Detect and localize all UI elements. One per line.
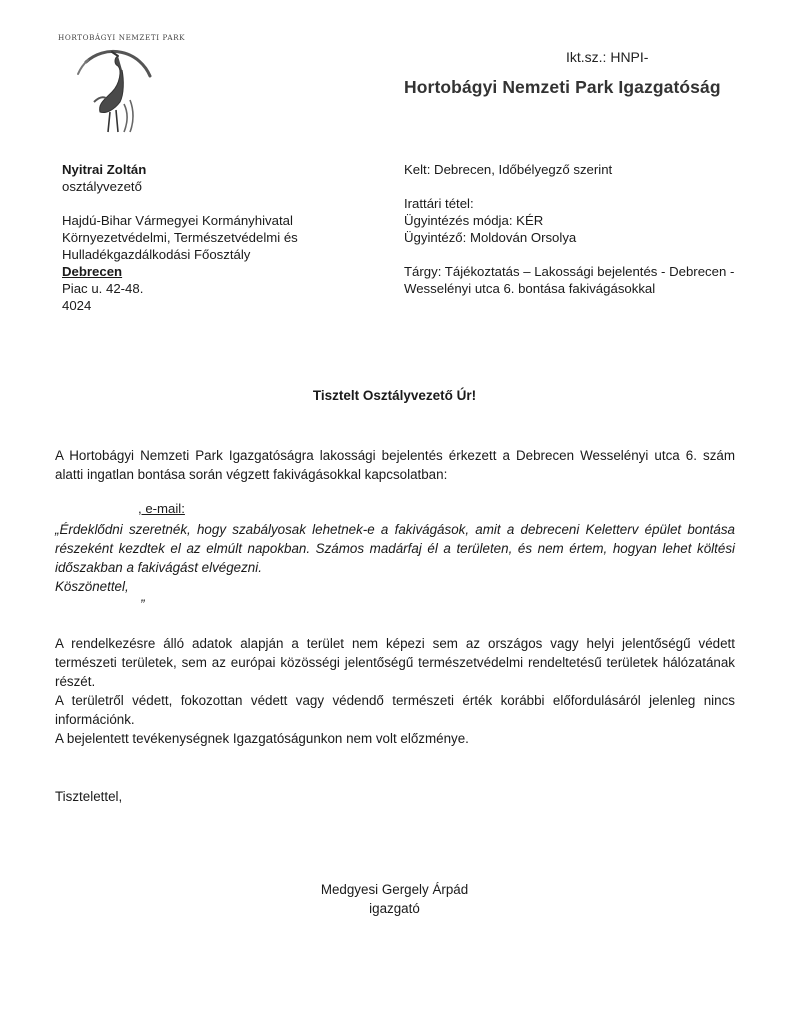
quote-text: „Érdeklődni szeretnék, hogy szabályosak lehetnek-e a fakivágások, amit a debreceni Keletterv épület bontása részeként kezdtek el az elmúlt napokban. Számos madárfaj él a területen, és nem értem, hogyan lehet költési időszakban a fakivágást elvégezni. xyxy=(55,522,735,575)
organization-logo xyxy=(58,33,186,152)
recipient-office-line: Hulladékgazdálkodási Főosztály xyxy=(62,247,251,262)
recipient-address xyxy=(62,161,298,314)
organization-name: Hortobágyi Nemzeti Park Igazgatóság xyxy=(404,77,721,97)
recipient-position: osztályvezető xyxy=(62,179,142,194)
quote-close-mark: ” xyxy=(140,597,145,612)
salutation: Tisztelt Osztályvezető Úr! xyxy=(312,388,477,403)
dated-line: Kelt: Debrecen, Időbélyegző szerint xyxy=(404,162,613,177)
recipient-office-line: Környezetvédelmi, Természetvédelmi és xyxy=(62,230,298,245)
letter-metadata xyxy=(404,161,734,297)
subject-line: Tárgy: Tájékoztatás – Lakossági bejelentés - Debrecen - xyxy=(404,264,735,279)
letter-body xyxy=(55,634,735,748)
body-paragraph: A rendelkezésre álló adatok alapján a terület nem képezi sem az országos vagy helyi jelentőségű védett természeti területek, sem az európai közösségi jelentőségű természetvédelmi rendeltetésű területek hálózatának részét. xyxy=(55,636,735,689)
quote-thanks: Köszönettel, xyxy=(55,579,129,594)
recipient-street: Piac u. 42-48. xyxy=(62,281,144,296)
signature-block xyxy=(0,880,789,918)
recipient-zip: 4024 xyxy=(62,298,92,313)
registration-number: Ikt.sz.: HNPI- xyxy=(566,49,649,65)
signatory-title: igazgató xyxy=(369,901,420,916)
logo-text: HORTOBÁGYI NEMZETI PARK xyxy=(58,33,186,42)
closing: Tisztelettel, xyxy=(55,789,123,804)
quoted-email xyxy=(55,520,735,596)
recipient-name: Nyitrai Zoltán xyxy=(62,162,147,177)
handler-line: Ügyintéző: Moldován Orsolya xyxy=(404,230,577,245)
email-label-text: , e-mail: xyxy=(138,501,185,516)
handling-method-line: Ügyintézés módja: KÉR xyxy=(404,213,544,228)
recipient-office-line: Hajdú-Bihar Vármegyei Kormányhivatal xyxy=(62,213,293,228)
email-label xyxy=(138,501,197,516)
intro-paragraph: A Hortobágyi Nemzeti Park Igazgatóságra lakossági bejelentés érkezett a Debrecen Wesselényi utca 6. szám alatti ingatlan bontása során végzett fakivágásokkal kapcsolatban: xyxy=(55,448,735,482)
subject-line: Wesselényi utca 6. bontása fakivágásokkal xyxy=(404,281,656,296)
body-paragraph: A bejelentett tevékenységnek Igazgatóságunkon nem volt előzménye. xyxy=(55,731,469,746)
signatory-name: Medgyesi Gergely Árpád xyxy=(320,882,469,897)
file-item-line: Irattári tétel: xyxy=(404,196,474,211)
body-paragraph: A területről védett, fokozottan védett vagy védendő természeti érték korábbi előfordulásáról jelenleg nincs információnk. xyxy=(55,693,735,727)
recipient-city: Debrecen xyxy=(62,264,123,279)
crane-logo-icon xyxy=(58,33,186,152)
